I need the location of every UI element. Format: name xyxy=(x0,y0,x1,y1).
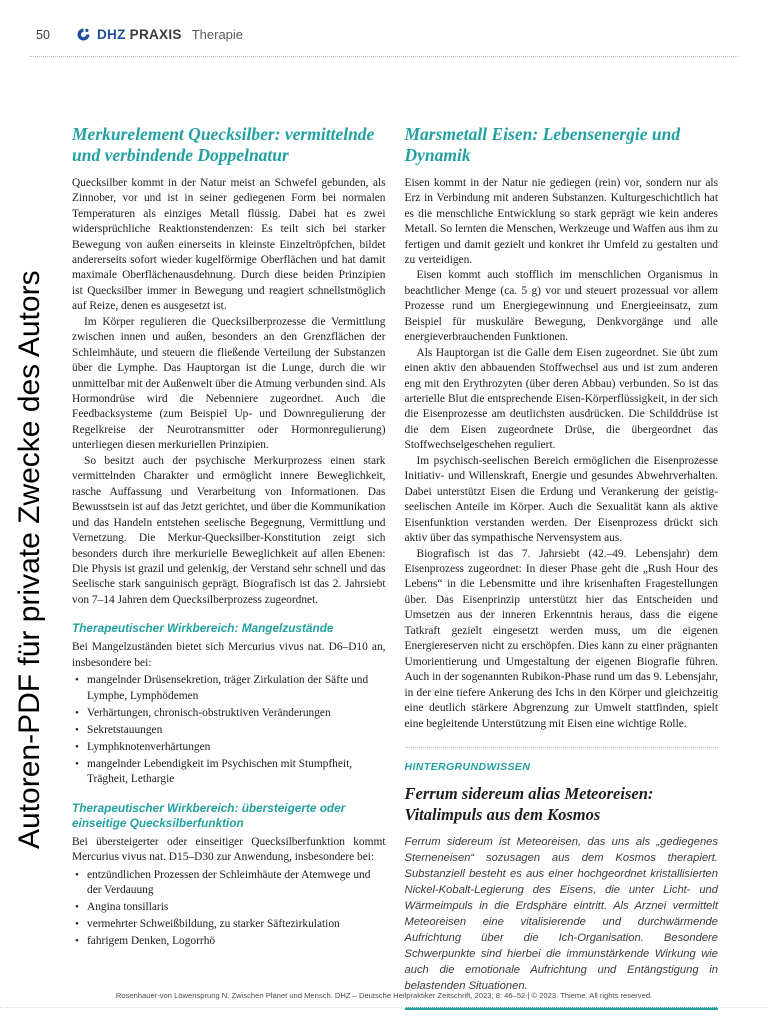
brand-suffix: PRAXIS xyxy=(129,27,182,42)
page-header xyxy=(36,27,738,42)
infobox-title: Ferrum sidereum alias Meteoreisen: Vitalimpuls aus dem Kosmos xyxy=(404,784,654,824)
citation-footer: Rosenhauer-von Löwensprung N. Zwischen Planet und Mensch. DHZ – Deutsche Heilpraktiker Zeitschrift, 2023; 8: 46–52 | © 2023. Thieme. All rights reserved. xyxy=(115,991,653,1000)
paragraph: So besitzt auch der psychische Merkurprozess einen stark vermittelnden Charakter und ermöglicht innere Beweglichkeit, rasche Auffassung und Verarbeitung von Informationen. Das Bewusstsein ist auf das Jetzt gerichtet, und über die Kommunikation und das Handeln entstehen seelische Begegnung, Vermittlung und Vernetzung. Die Merkur-Quecksilber-Konstitution zeigt sich besonders durch ihre merkurielle Beweglichkeit auf allen Ebenen: Die Physis ist grazil und gelenkig, der Verstand sehr schnell und das Seelische stark sanguinisch geprägt. Biografisch ist das 2. Jahrsiebt von 7–14 Jahren dem Quecksilberprozess zugeordnet. xyxy=(72,454,386,606)
list-item: • entzündlichen Prozessen der Schleimhäute der Atemwege und der Verdauung xyxy=(72,868,386,899)
section-label: Therapie xyxy=(191,27,244,42)
article-heading-iron: Marsmetall Eisen: Lebensenergie und Dynamik xyxy=(404,124,681,166)
paragraph: Biografisch ist das 7. Jahrsiebt (42.–49. Lebensjahr) dem Eisenprozess zugeordnet: In dieser Phase geht die „Rush Hour des Lebens“ in die Lebensmitte und ihre krisenhaften Fragestellungen über. Das Eisenprinzip unterstützt hier das Entscheiden und Umsetzen aus der inneren Erkenntnis heraus, dass die eigene Tatkraft gezielt eingesetzt werden muss, um die eigenen Energiereserven nicht zu erschöpfen. Dies kann zu einer prägnanten Umorientierung und Umgestaltung der eigenen Biografie führen. Auch in der sogenannten Rubikon-Phase rund um das 9. Lebensjahr, in der eine tiefere Ankerung des Ichs in den Körper und gleichzeitig eine deutlich stärkere Abgrenzung zur Umwelt stattfinden, spielt eine begleitende Unterstützung mit Eisen eine wichtige Rolle. xyxy=(404,547,718,730)
paragraph: Eisen kommt in der Natur nie gediegen (rein) vor, sondern nur als Erz in Verbindung mit anderen Substanzen. Kulturgeschichtlich hat es die menschliche Entwicklung so stark geprägt wie kein anderes Metall. So lernten die Menschen, Werkzeuge und Waffen aus ihm zu fertigen und damit gezielt und konkret ihr Umfeld zu gestalten und zu verteidigen. xyxy=(404,176,718,266)
subheading-deficiency: Therapeutischer Wirkbereich: Mangelzustände xyxy=(72,621,334,636)
article-heading-mercury: Merkurelement Quecksilber: vermittelnde und verbindende Doppelnatur xyxy=(72,124,375,166)
article-columns xyxy=(72,124,718,1010)
dhz-logo-icon xyxy=(76,27,91,42)
page-number: 50 xyxy=(36,27,50,42)
list-item: • Lymphknotenverhärtungen xyxy=(72,740,386,755)
paragraph: Quecksilber kommt in der Natur meist an Schwefel gebunden, als Zinnober, vor und ist in seiner gediegenen Form bei normalen Temperaturen als einziges Metall flüssig. Dabei hat es zwei widersprüchliche Reaktionstendenzen: Es teilt sich bei starker Bewegung von außen einerseits in kleinste Einzeltröpfchen, bildet andererseits sofort wieder kugelförmige Oberflächen und hat damit maximale Oberflächenausdehnung. Durch diese beiden Prinzipien ist Quecksilber immer in Bewegung und reagiert schnellstmöglich auf Reize, denen es ausgesetzt ist. xyxy=(72,176,386,313)
journal-brand xyxy=(76,27,243,42)
paragraph: Als Hauptorgan ist die Galle dem Eisen zugeordnet. Sie übt zum einen aktiv den abbauenden Stoffwechsel aus und ist zum anderen eng mit den Erythrozyten (über deren Abbau) verbunden. So ist das arterielle Blut die entsprechende Eisen-Körperflüssigkeit, in der sich die Eisenprozesse am deutlichsten ausdrücken. Die Schilddrüse ist die dem Eisen zugeordnete Drüse, die übergeordnet das Stoffwechselgeschehen reguliert. xyxy=(404,346,718,452)
infobox-kicker: HINTERGRUNDWISSEN xyxy=(404,761,531,773)
infobox-body: Ferrum sidereum ist Meteoreisen, das uns als „gediegenes Sterneneisen“ sozusagen aus dem Kosmos therapiert. Substanziell besteht es aus einer hochgeordnet kristallisierten Nickel-Kobalt-Legierung des Eisens, die unter Licht- und Wärmeimpuls in die Erdsphäre eintritt. Als Arznei vermittelt Meteoreisen eine vitalisierende und durchwärmende Aufrichtung über die Ich-Organisation. Besondere Schwerpunkte sind hierbei die immunstärkende Wirkung wie auch die emotionale Aufrichtung und Entängstigung in belastenden Situationen. xyxy=(404,836,718,993)
list-item: • mangelnder Drüsensekretion, träger Zirkulation der Säfte und Lymphe, Lymphödemen xyxy=(72,673,386,704)
list-item: • Verhärtungen, chronisch-obstruktiven Veränderungen xyxy=(72,706,386,721)
infobox-top-divider xyxy=(405,747,719,748)
list-item: • mangelnder Lebendigkeit im Psychischen mit Stumpfheit, Trägheit, Lethargie xyxy=(72,757,386,788)
list-item: • Angina tonsillaris xyxy=(72,900,386,915)
paragraph: Im Körper regulieren die Quecksilberprozesse die Vermittlung zwischen innen und außen, besonders an den Grenzflächen der Schleimhäute, und steuern die fließende Verteilung der Substanzen über die Lymphe. Das Hauptorgan ist die Lunge, durch die wir unmittelbar mit der Außenwelt über die Atmung verbunden sind. Als Hormondrüse wird die Nebenniere zugeordnet. Auch die Feedbacksysteme (zum Beispiel Up- und Downregulierung der Regelkreise der Neurotransmitter oder Hormonregulierung) unterliegen diesen merkuriellen Prinzipien. xyxy=(72,315,386,452)
list-item: • Sekretstauungen xyxy=(72,723,386,738)
bullet-list-excess xyxy=(72,868,386,950)
infobox xyxy=(405,761,719,1010)
subheading-excess: Therapeutischer Wirkbereich: übersteigerte oder einseitige Quecksilberfunktion xyxy=(72,800,346,830)
paragraph: Eisen kommt auch stofflich im menschlichen Organismus in beachtlicher Menge (ca. 5 g) vor und steuert prozessual vor allem Prozesse rund um Energiegewinnung und Energieeinsatz, zum Beispiel für muskuläre Bewegung, Denkvorgänge und alle energieverbrauchenden Funktionen. xyxy=(404,269,718,344)
header-divider xyxy=(30,56,738,57)
brand-name: DHZ xyxy=(97,27,126,42)
list-item: • fahrigem Denken, Logorrhö xyxy=(72,934,386,949)
bullet-list-deficiency xyxy=(72,673,386,787)
author-pdf-watermark: Autoren-PDF für private Zwecke des Autors xyxy=(13,270,46,850)
footer-divider xyxy=(0,1007,768,1008)
right-column xyxy=(405,124,719,1010)
section-intro: Bei übersteigerter oder einseitiger Quecksilberfunktion kommt Mercurius vivus nat. D15–D30 zur Anwendung, insbesondere bei: xyxy=(72,835,386,864)
paragraph: Im psychisch-seelischen Bereich ermöglichen die Eisenprozesse Initiativ- und Willenskraft, Energie und gesundes Abwehrverhalten. Dabei unterstützt Eisen die Erdung und Verankerung der geistig-seelischen Anteile im Körper. Auch die Sexualität kann als aktive Eisenfunktion verstanden werden. Der Eisenprozess drückt sich aktiv über das sympathische Nervensystem aus. xyxy=(404,454,718,545)
left-column xyxy=(72,124,386,1010)
list-item: • vermehrter Schweißbildung, zu starker Säftezirkulation xyxy=(72,917,386,932)
section-intro: Bei Mangelzuständen bietet sich Mercurius vivus nat. D6–D10 an, insbesondere bei: xyxy=(72,641,386,669)
